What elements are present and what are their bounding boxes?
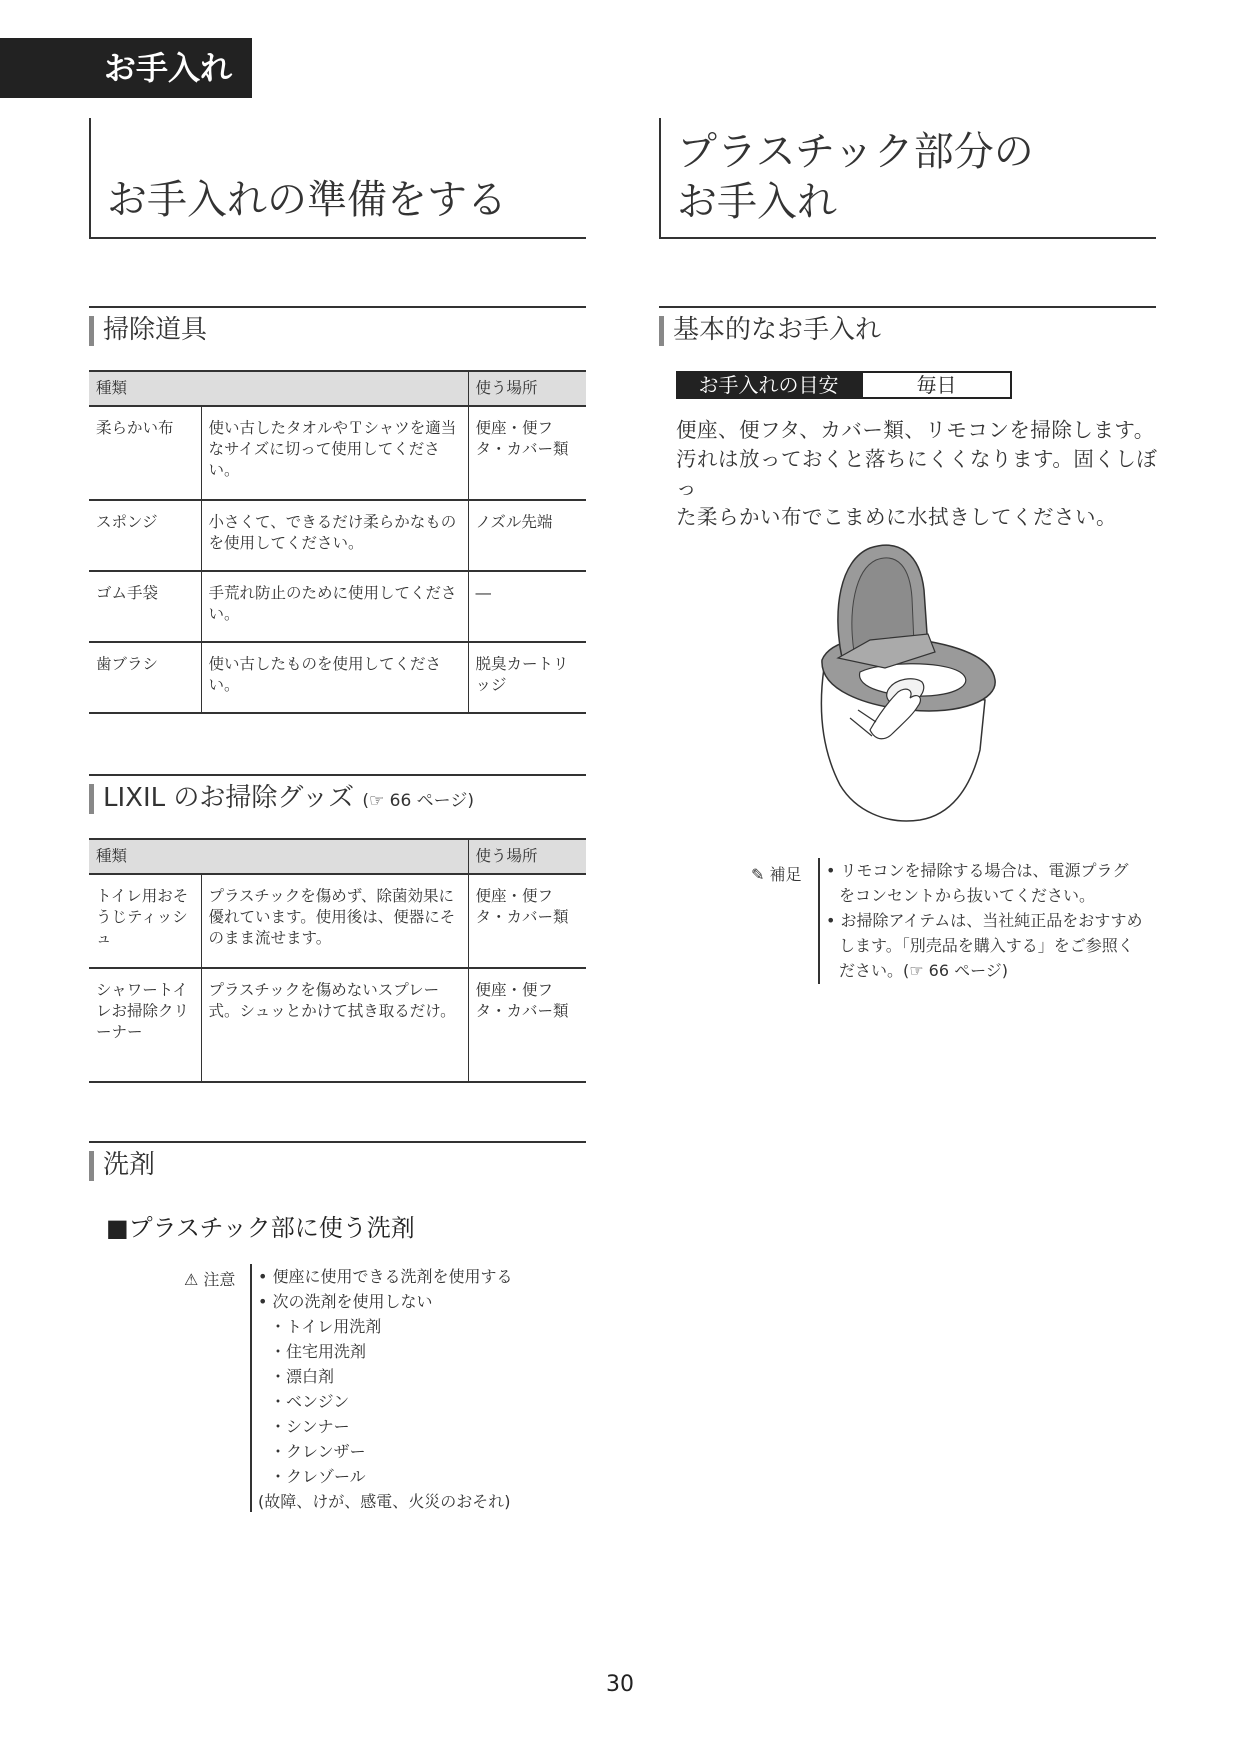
page-reference: (☞ 66 ページ) xyxy=(362,791,474,811)
page-title-right xyxy=(677,127,1034,227)
cell-type: 柔らかい布 xyxy=(89,406,201,500)
supplement-line: します。「別売品を購入する」をご参照く xyxy=(839,936,1134,955)
col-header-place: 使う場所 xyxy=(468,371,586,406)
care-frequency-label: お手入れの目安 xyxy=(676,371,861,399)
supplement-line: をコンセントから抜いてください。 xyxy=(839,886,1096,905)
cell-desc: 使い古したタオルやＴシャツを適当なサイズに切って使用してください。 xyxy=(201,406,468,500)
cleaning-tools-table xyxy=(89,370,586,714)
caution-item: ・ベンジン xyxy=(270,1392,350,1411)
caution-line: • 次の洗剤を使用しない xyxy=(258,1292,433,1311)
cell-place: ― xyxy=(468,571,586,642)
caution-item: ・トイレ用洗剤 xyxy=(270,1317,382,1336)
supplement-line: • お掃除アイテムは、当社純正品をおすすめ xyxy=(826,911,1143,930)
section-heading-detergent xyxy=(89,1141,586,1181)
cell-place: 便座・便フタ・カバー類 xyxy=(468,874,586,968)
right-title-box xyxy=(659,118,1156,239)
section-tab: お手入れ xyxy=(0,38,252,98)
col-header-place: 使う場所 xyxy=(468,839,586,874)
cell-place: 便座・便フタ・カバー類 xyxy=(468,968,586,1082)
cell-place: 脱臭カートリッジ xyxy=(468,642,586,713)
page-number: 30 xyxy=(606,1672,634,1697)
supplement-list xyxy=(818,858,1158,984)
table-row xyxy=(89,874,586,968)
warning-icon: ⚠ 注意 xyxy=(184,1270,236,1289)
caution-item: ・クレゾール xyxy=(270,1467,366,1486)
cell-place: 便座・便フタ・カバー類 xyxy=(468,406,586,500)
cell-desc: 使い古したものを使用してください。 xyxy=(201,642,468,713)
section-heading-cleaning-tools xyxy=(89,306,586,346)
caution-item: ・住宅用洗剤 xyxy=(270,1342,367,1361)
caution-item: ・シンナー xyxy=(270,1417,350,1436)
caution-list xyxy=(250,1264,550,1512)
heading-text: 掃除道具 xyxy=(103,315,208,345)
pencil-icon: ✎ 補足 xyxy=(751,865,802,884)
caution-footnote: (故障、けが、感電、火災のおそれ) xyxy=(258,1492,511,1511)
supplement-line: • リモコンを掃除する場合は、電源プラグ xyxy=(826,861,1129,880)
table-row xyxy=(89,500,586,571)
table-row xyxy=(89,642,586,713)
heading-label: LIXIL のお掃除グッズ xyxy=(103,783,355,813)
supplement-line: ださい。(☞ 66 ページ) xyxy=(839,961,1009,980)
heading-bar xyxy=(89,316,94,346)
table-header-row xyxy=(89,371,586,406)
page-title-right-line2: お手入れ xyxy=(677,179,837,225)
caution-item: ・漂白剤 xyxy=(270,1367,335,1386)
basic-care-text xyxy=(676,416,1166,532)
cell-desc: プラスチックを傷めず、除菌効果に優れています。使用後は、便器にそのまま流せます。 xyxy=(201,874,468,968)
heading-bar xyxy=(89,784,94,814)
detergent-subheading: ■プラスチック部に使う洗剤 xyxy=(106,1214,415,1242)
cell-desc: プラスチックを傷めないスプレー式。シュッとかけて拭き取るだけ。 xyxy=(201,968,468,1082)
col-header-type: 種類 xyxy=(89,371,468,406)
cell-type: 歯ブラシ xyxy=(89,642,201,713)
table-row xyxy=(89,571,586,642)
supplement-label xyxy=(751,862,802,885)
cell-place: ノズル先端 xyxy=(468,500,586,571)
left-title-box xyxy=(89,118,586,239)
caution-line: • 便座に使用できる洗剤を使用する xyxy=(258,1267,513,1286)
body-line: 便座、便フタ、カバー類、リモコンを掃除します。 xyxy=(676,418,1155,442)
care-frequency-value: 毎日 xyxy=(861,371,1012,399)
cell-type: スポンジ xyxy=(89,500,201,571)
heading-bar xyxy=(89,1151,94,1181)
body-line: た柔らかい布でこまめに水拭きしてください。 xyxy=(676,505,1117,529)
page-title-right-line1: プラスチック部分の xyxy=(677,129,1034,175)
col-header-type: 種類 xyxy=(89,839,468,874)
cell-type: トイレ用おそうじティッシュ xyxy=(89,874,201,968)
cell-desc: 小さくて、できるだけ柔らかなものを使用してください。 xyxy=(201,500,468,571)
cell-type: ゴム手袋 xyxy=(89,571,201,642)
heading-text xyxy=(103,782,474,817)
lixil-goods-table xyxy=(89,838,586,1083)
heading-text: 洗剤 xyxy=(103,1150,156,1180)
cell-type: シャワートイレお掃除クリーナー xyxy=(89,968,201,1082)
table-row xyxy=(89,968,586,1082)
table-row xyxy=(89,406,586,500)
body-line: 汚れは放っておくと落ちにくくなります。固くしぼっ xyxy=(676,447,1158,500)
heading-text: 基本的なお手入れ xyxy=(673,315,882,345)
caution-label xyxy=(184,1267,235,1290)
cell-desc: 手荒れ防止のために使用してください。 xyxy=(201,571,468,642)
caution-item: ・クレンザー xyxy=(270,1442,366,1461)
section-heading-basic-care xyxy=(659,306,1156,346)
toilet-cleaning-illustration xyxy=(810,540,1010,830)
heading-bar xyxy=(659,316,664,346)
section-heading-lixil-goods xyxy=(89,774,586,814)
table-header-row xyxy=(89,839,586,874)
page-title-left: お手入れの準備をする xyxy=(107,177,507,223)
